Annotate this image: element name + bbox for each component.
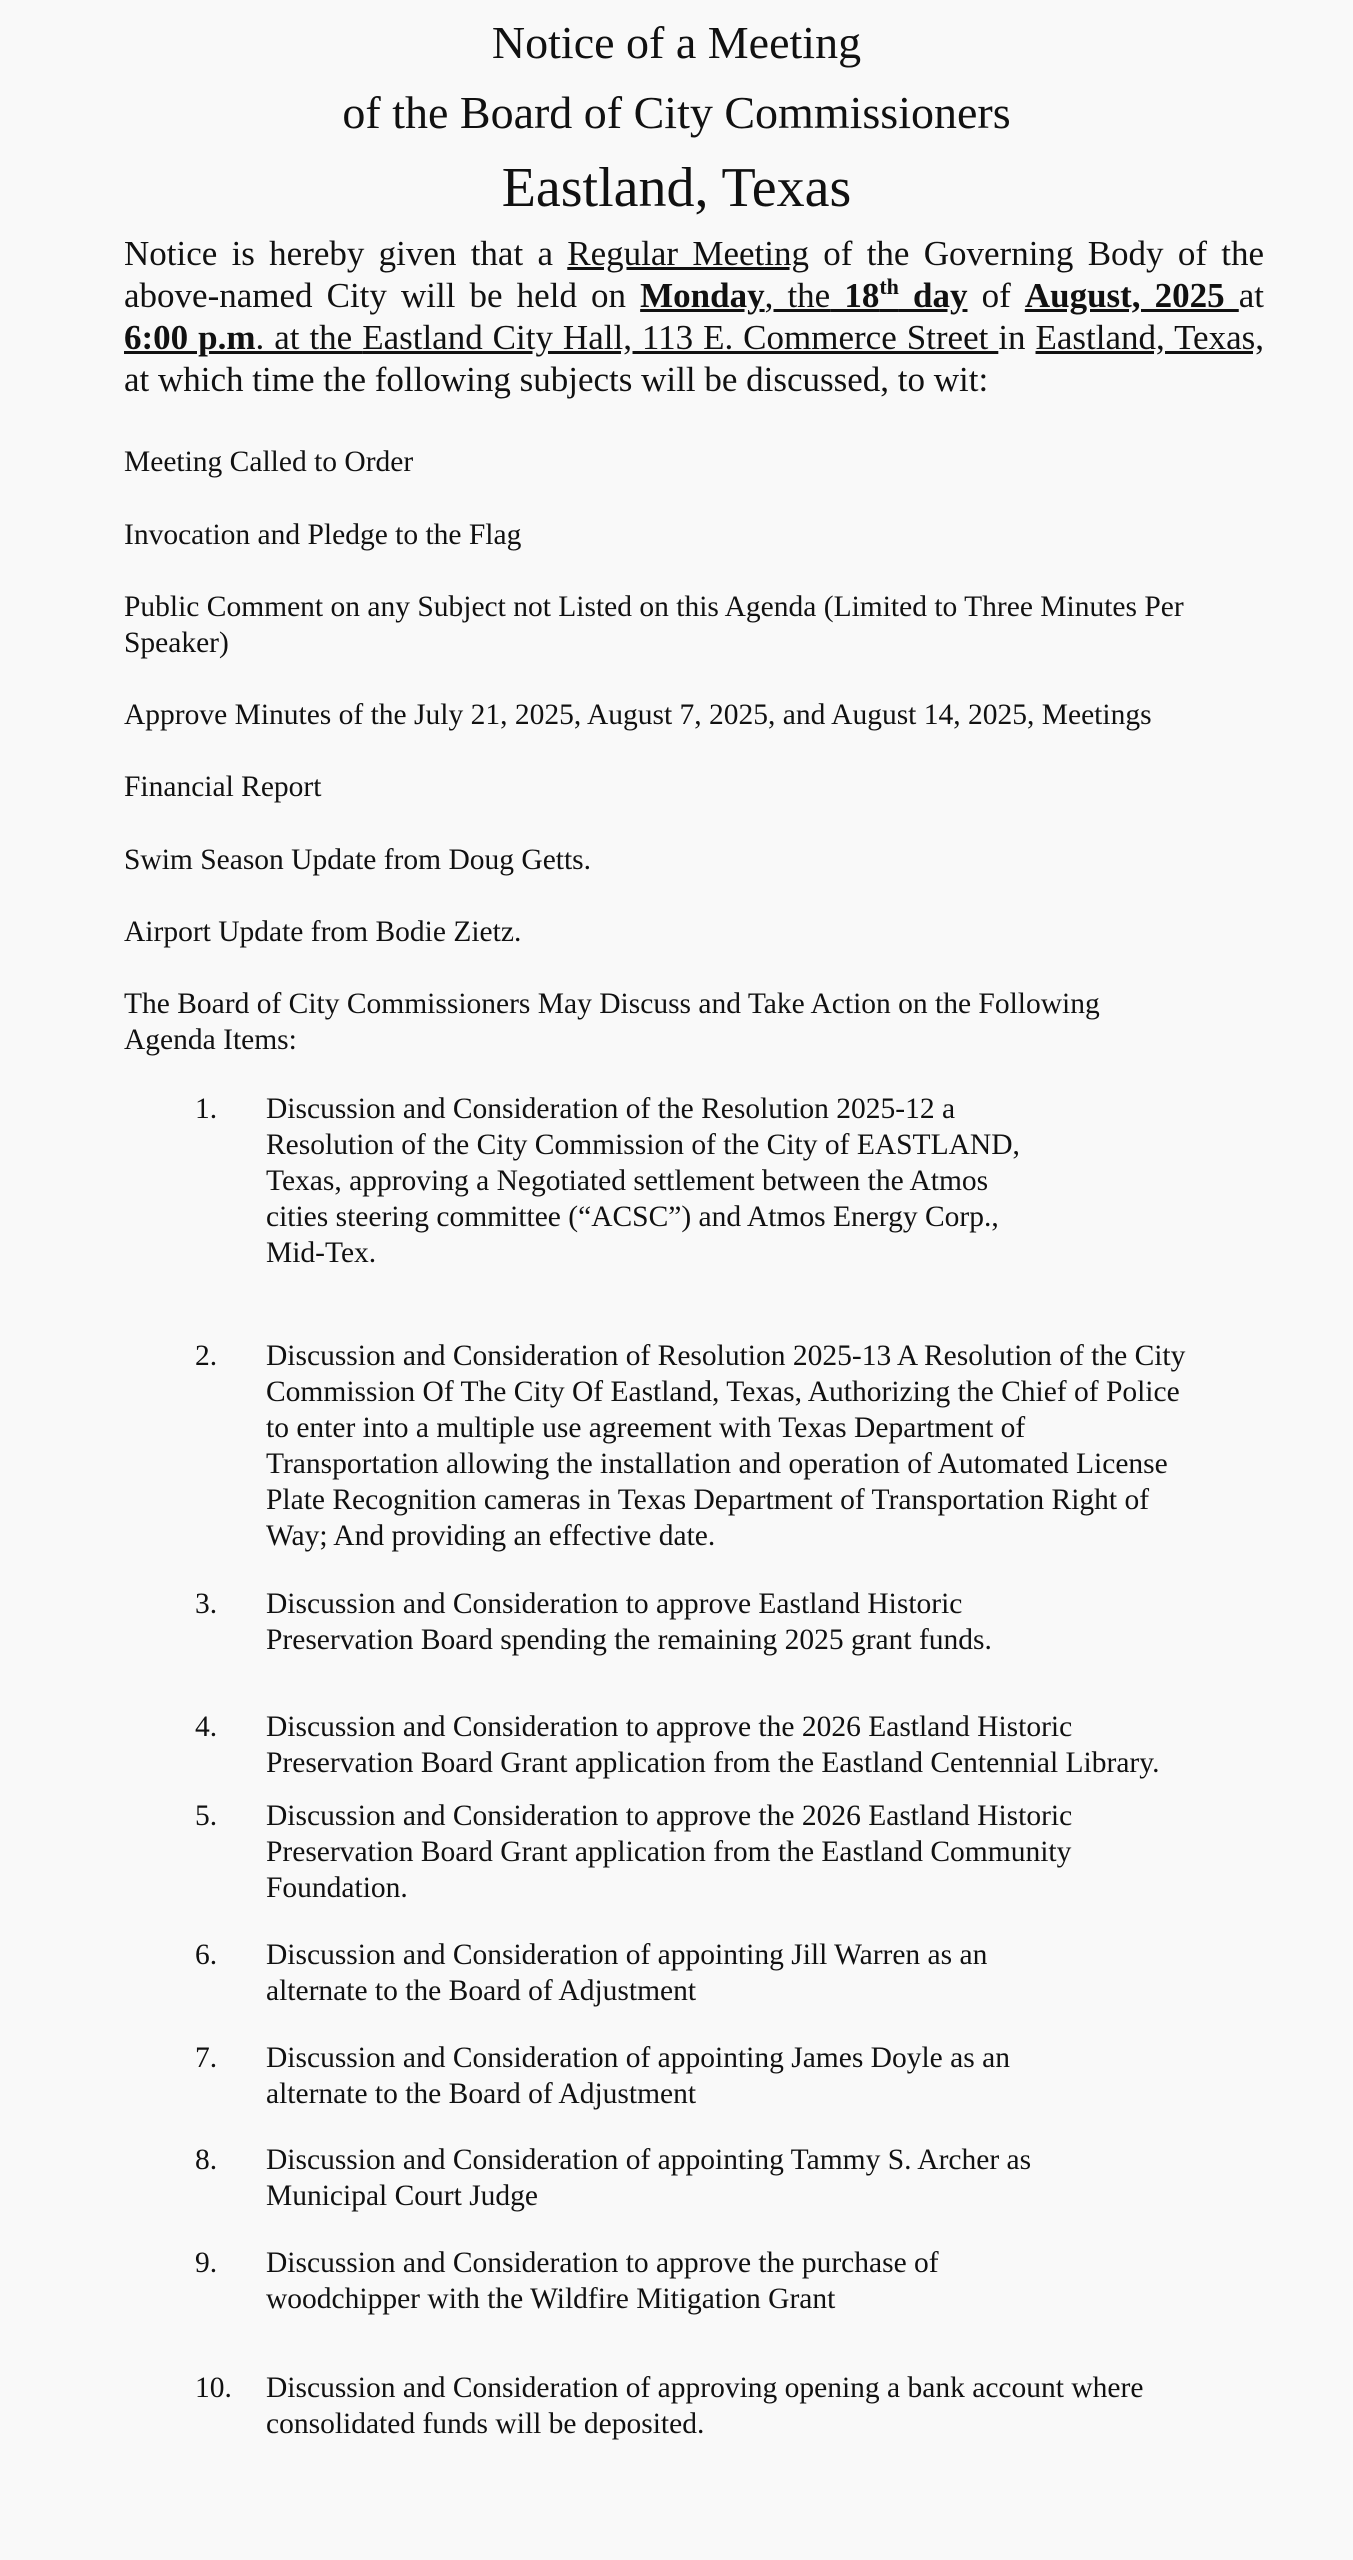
agenda-item-text: Financial Report [124,771,322,803]
intro-text: at which time the following subjects will be discussed, to wit: [124,360,989,399]
action-item-text: Commission Of The City Of Eastland, Texas, Authorizing the Chief of Police [266,1376,1180,1408]
action-item-text: Transportation allowing the installation and operation of Automated License [266,1448,1168,1480]
action-item-text: Discussion and Consideration to approve the 2026 Eastland Historic [266,1800,1073,1832]
notice-intro-paragraph [124,233,1264,401]
intro-text: . at the [255,318,363,357]
meeting-city: Eastland, Texas, [1035,318,1264,357]
action-item-text: cities steering committee (“ACSC”) and Atmos Energy Corp., [266,1201,999,1233]
meeting-day-word: day [898,276,968,315]
meeting-weekday: Monday [640,276,765,315]
meeting-month-year: August, 2025 [1024,276,1239,315]
agenda-item-text: Invocation and Pledge to the Flag [124,519,522,551]
action-item-text: Plate Recognition cameras in Texas Department of Transportation Right of [266,1484,1150,1516]
action-item-text: Discussion and Consideration of Resolution 2025-13 A Resolution of the City [266,1340,1186,1372]
city-title: Eastland, Texas [501,157,852,219]
meeting-location: Eastland City Hall, 113 E. Commerce Street [362,318,999,357]
action-item-text: Discussion and Consideration to approve the 2026 Eastland Historic [266,1711,1073,1743]
action-item-text: Discussion and Consideration of the Resolution 2025-12 a [266,1093,956,1125]
action-item-number: 7. [195,2042,218,2074]
action-item-text: Discussion and Consideration to approve Eastland Historic [266,1588,963,1620]
action-item-text: woodchipper with the Wildfire Mitigation Grant [266,2283,836,2315]
action-item-text: Texas, approving a Negotiated settlement between the Atmos [266,1165,989,1197]
action-item-number: 3. [195,1588,218,1620]
notice-title-line-1: Notice of a Meeting [491,17,862,68]
action-item-text: Discussion and Consideration of appointing Tammy S. Archer as [266,2144,1032,2176]
notice-title-line-2: of the Board of City Commissioners [342,87,1011,138]
action-item-text: Mid-Tex. [266,1237,377,1269]
intro-text: in [998,318,1036,357]
meeting-day-suffix: th [879,274,899,299]
agenda-item-text: Approve Minutes of the July 21, 2025, August 7, 2025, and August 14, 2025, Meetings [124,699,1152,731]
action-item-number: 10. [195,2372,232,2404]
agenda-item-text: Agenda Items: [124,1024,297,1056]
action-item-number: 6. [195,1939,218,1971]
action-item-text: Resolution of the City Commission of the City of EASTLAND, [266,1129,1020,1161]
intro-text: of [967,276,1025,315]
agenda-item-text: Airport Update from Bodie Zietz. [124,916,522,948]
action-item-text: Preservation Board spending the remaining 2025 grant funds. [266,1624,992,1656]
action-item-text: Municipal Court Judge [266,2180,539,2212]
action-item-text: Discussion and Consideration of appointing Jill Warren as an [266,1939,988,1971]
action-item-text: Preservation Board Grant application from the Eastland Centennial Library. [266,1747,1160,1779]
action-item-text: Preservation Board Grant application from the Eastland Community [266,1836,1072,1868]
meeting-type: Regular Meeting [567,234,809,273]
action-item-text: alternate to the Board of Adjustment [266,1975,697,2007]
meeting-time: 6:00 p.m [124,318,256,357]
agenda-item-text: Swim Season Update from Doug Getts. [124,844,592,876]
action-item-text: Way; And providing an effective date. [266,1520,716,1552]
agenda-item-text: Meeting Called to Order [124,446,414,478]
intro-text: Notice is hereby given that a [124,234,568,273]
action-item-text: Discussion and Consideration of appointing James Doyle as an [266,2042,1010,2074]
action-item-text: Discussion and Consideration to approve the purchase of [266,2247,939,2279]
intro-text: of the Governing Body of the above-named City will be held on [124,234,1264,315]
action-item-text: Foundation. [266,1872,408,1904]
action-item-number: 8. [195,2144,218,2176]
intro-text: , the [764,276,831,315]
intro-text: at [1238,276,1265,315]
action-item-text: consolidated funds will be deposited. [266,2408,705,2440]
action-item-text: alternate to the Board of Adjustment [266,2078,697,2110]
agenda-item-text: Public Comment on any Subject not Listed on this Agenda (Limited to Three Minutes Per [124,591,1184,623]
action-item-text: to enter into a multiple use agreement with Texas Department of [266,1412,1026,1444]
action-item-number: 9. [195,2247,218,2279]
action-item-number: 4. [195,1711,218,1743]
action-item-text: Discussion and Consideration of approving opening a bank account where [266,2372,1144,2404]
agenda-item-text: The Board of City Commissioners May Discuss and Take Action on the Following [124,988,1100,1020]
action-item-number: 5. [195,1800,218,1832]
agenda-item-text: Speaker) [124,627,229,659]
action-item-number: 2. [195,1340,218,1372]
meeting-day [830,276,967,315]
meeting-day-number: 18 [830,276,880,315]
action-item-number: 1. [195,1093,218,1125]
